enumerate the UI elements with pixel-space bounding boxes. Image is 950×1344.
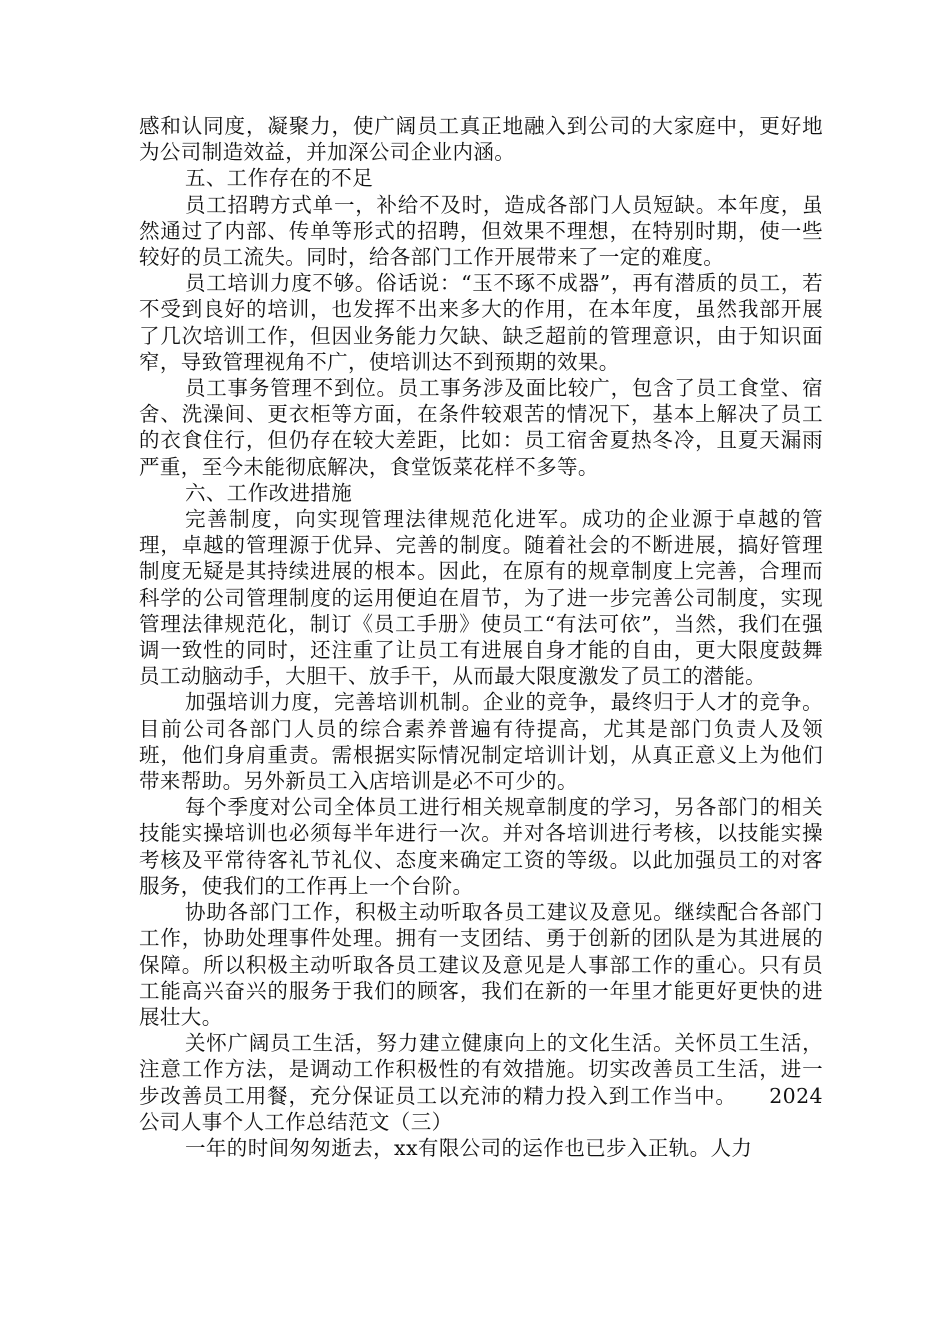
paragraph: 加强培训力度，完善培训机制。企业的竞争，最终归于人才的竞争。目前公司各部门人员的综合素养普遍有待提高，尤其是部门负责人及领班，他们身肩重责。需根据实际情况制定培训计划，从真正意义上为他们带来帮助。另外新员工入店培训是必不可少的。 xyxy=(139,690,823,794)
section-heading: 五、工作存在的不足 xyxy=(185,166,374,191)
paragraph: 关怀广阔员工生活，努力建立健康向上的文化生活。关怀员工生活，注意工作方法，是调动工作积极性的有效措施。切实改善员工生活，进一步改善员工用餐，充分保证员工以充沛的精力投入到工作当中。 2024公司人事个人工作总结范文（三） xyxy=(139,1031,823,1134)
paragraph: 员工培训力度不够。俗话说：“玉不琢不成器”，再有潜质的员工，若不受到良好的培训，也发挥不出来多大的作用，在本年度，虽然我部开展了几次培训工作，但因业务能力欠缺、缺乏超前的管理意识，由于知识面窄，导致管理视角不广，使培训达不到预期的效果。 xyxy=(139,271,823,374)
paragraph: 感和认同度，凝聚力，使广阔员工真正地融入到公司的大家庭中，更好地为公司制造效益，并加深公司企业内涵。 xyxy=(139,114,823,165)
paragraph: 一年的时间匆匆逝去，xx有限公司的运作也已步入正轨。人力 xyxy=(185,1135,753,1160)
paragraph: 员工事务管理不到位。员工事务涉及面比较广，包含了员工食堂、宿舍、洗澡间、更衣柜等方面，在条件较艰苦的情况下，基本上解决了员工的衣食住行，但仍存在较大差距，比如：员工宿舍夏热冬冷，且夏天漏雨严重，至今未能彻底解决，食堂饭菜花样不多等。 xyxy=(139,376,823,479)
paragraph: 完善制度，向实现管理法律规范化进军。成功的企业源于卓越的管理，卓越的管理源于优异、完善的制度。随着社会的不断进展，搞好管理制度无疑是其持续进展的根本。因此，在原有的规章制度上完善，合理而科学的公司管理制度的运用便迫在眉节，为了进一步完善公司制度，实现管理法律规范化，制订《员工手册》使员工“有法可依”，当然，我们在强调一致性的同时，还注重了让员工有进展自身才能的自由，更大限度鼓舞员工动脑动手，大胆干、放手干，从而最大限度激发了员工的潜能。 xyxy=(139,507,823,689)
document-page xyxy=(139,113,823,1161)
section-heading: 六、工作改进措施 xyxy=(185,480,353,505)
paragraph: 每个季度对公司全体员工进行相关规章制度的学习，另各部门的相关技能实操培训也必须每半年进行一次。并对各培训进行考核，以技能实操考核及平常待客礼节礼仪、态度来确定工资的等级。以此加强员工的对客服务，使我们的工作再上一个台阶。 xyxy=(139,795,823,898)
paragraph: 员工招聘方式单一，补给不及时，造成各部门人员短缺。本年度，虽然通过了内部、传单等形式的招聘，但效果不理想，在特别时期，使一些较好的员工流失。同时，给各部门工作开展带来了一定的难度。 xyxy=(139,192,823,270)
paragraph: 协助各部门工作，积极主动听取各员工建议及意见。继续配合各部门工作，协助处理事件处理。拥有一支团结、勇于创新的团队是为其进展的保障。所以积极主动听取各员工建议及意见是人事部工作的重心。只有员工能高兴奋兴的服务于我们的顾客，我们在新的一年里才能更好更快的进展壮大。 xyxy=(139,900,823,1029)
